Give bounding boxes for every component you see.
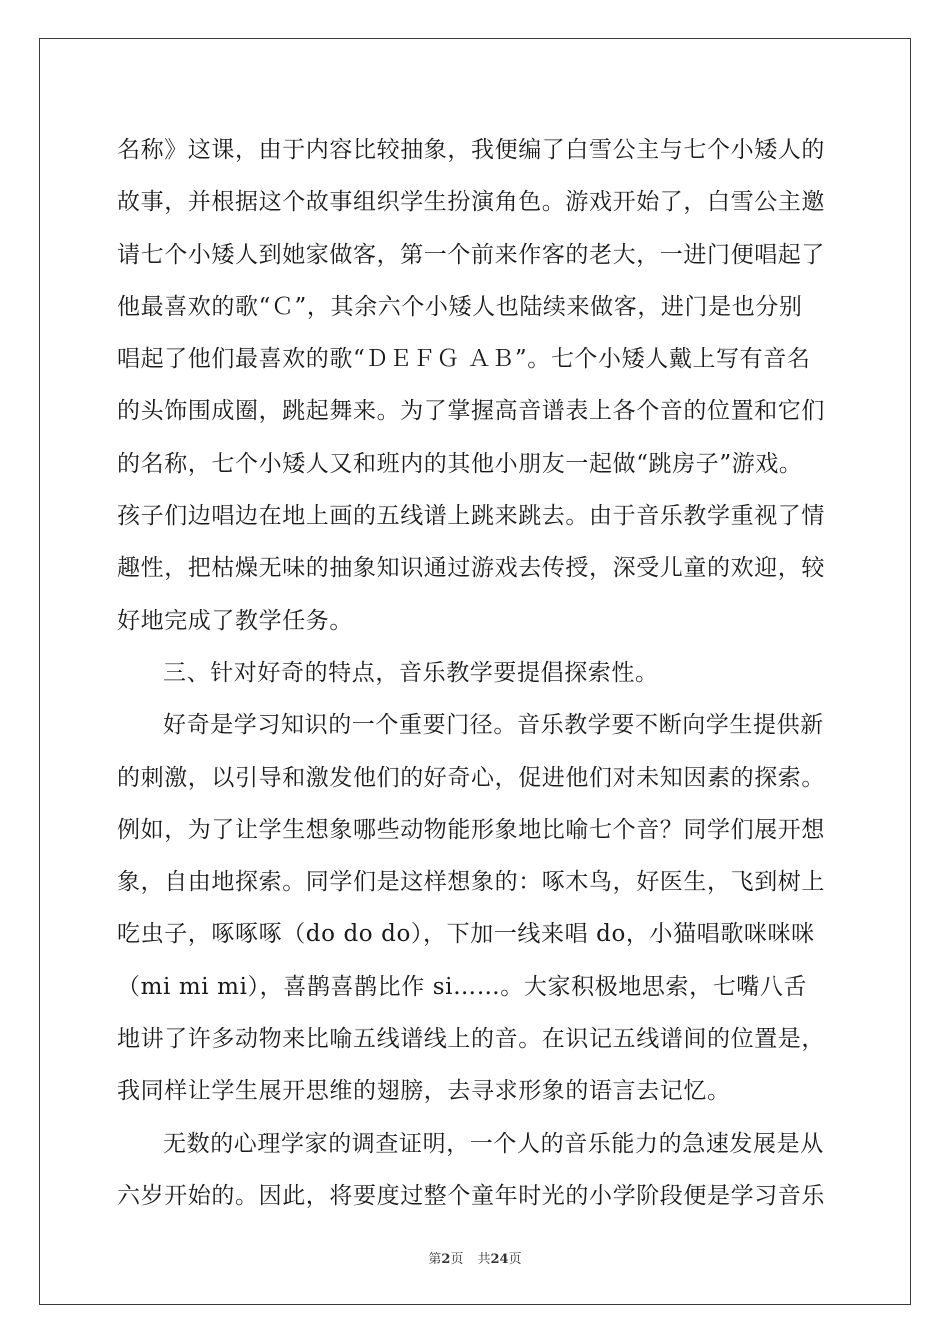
paragraph-start-line: 好奇是学习知识的一个重要门径。音乐教学要不断向学生提供新 bbox=[163, 712, 824, 739]
text-line: 孩子们边唱边在地上画的五线谱上跳来跳去。由于音乐教学重视了情 bbox=[117, 503, 825, 530]
text-line: 好地完成了教学任务。 bbox=[117, 607, 353, 634]
text-line: 唱起了他们最喜欢的歌“ＤＥＦＧ ＡＢ”。七个小矮人戴上写有音名 bbox=[117, 346, 811, 373]
paragraph-start-line: 无数的心理学家的调查证明，一个人的音乐能力的急速发展是从 bbox=[163, 1130, 824, 1157]
text-line: 请七个小矮人到她家做客，第一个前来作客的老大，一进门便唱起了 bbox=[117, 241, 825, 268]
text-line: 的刺激，以引导和激发他们的好奇心，促进他们对未知因素的探索。 bbox=[117, 764, 825, 791]
total-suffix: 页 bbox=[508, 1252, 522, 1267]
text-line: 象，自由地探索。同学们是这样想象的：啄木鸟，好医生，飞到树上 bbox=[117, 869, 825, 896]
page-number: 2 bbox=[441, 1252, 451, 1267]
text-line: 的头饰围成圈，跳起舞来。为了掌握高音谱表上各个音的位置和它们 bbox=[117, 398, 825, 425]
page-footer bbox=[0, 1248, 950, 1267]
text-line: 趣性，把枯燥无味的抽象知识通过游戏去传授，深受儿童的欢迎，较 bbox=[117, 555, 825, 582]
text-line: 故事，并根据这个故事组织学生扮演角色。游戏开始了，白雪公主邀 bbox=[117, 189, 825, 216]
text-line: 他最喜欢的歌“Ｃ”，其余六个小矮人也陆续来做客，进门是也分别 bbox=[117, 293, 803, 320]
text-line: （mi mi mi），喜鹊喜鹊比作 si……。大家积极地思索，七嘴八舌 bbox=[117, 973, 808, 1000]
total-prefix: 共 bbox=[477, 1252, 491, 1267]
text-line: 例如，为了让学生想象哪些动物能形象地比喻七个音？同学们展开想 bbox=[117, 816, 825, 843]
text-line: 六岁开始的。因此，将要度过整个童年时光的小学阶段便是学习音乐 bbox=[117, 1182, 825, 1209]
text-line: 的名称，七个小矮人又和班内的其他小朋友一起做“跳房子”游戏。 bbox=[117, 450, 803, 477]
text-line: 我同样让学生展开思维的翅膀，去寻求形象的语言去记忆。 bbox=[117, 1078, 731, 1105]
total-pages: 24 bbox=[490, 1252, 509, 1267]
document-body bbox=[117, 124, 833, 1222]
page-suffix: 页 bbox=[450, 1252, 464, 1267]
text-line: 地讲了许多动物来比喻五线谱线上的音。在识记五线谱间的位置是， bbox=[117, 1026, 825, 1053]
text-line: 名称》这课，由于内容比较抽象，我便编了白雪公主与七个小矮人的 bbox=[117, 137, 825, 163]
section-heading: 三、针对好奇的特点，音乐教学要提倡探索性。 bbox=[163, 659, 659, 686]
text-line: 吃虫子，啄啄啄（do do do），下加一线来唱 do，小猫唱歌咪咪咪 bbox=[117, 921, 815, 948]
page-prefix: 第 bbox=[428, 1252, 442, 1267]
